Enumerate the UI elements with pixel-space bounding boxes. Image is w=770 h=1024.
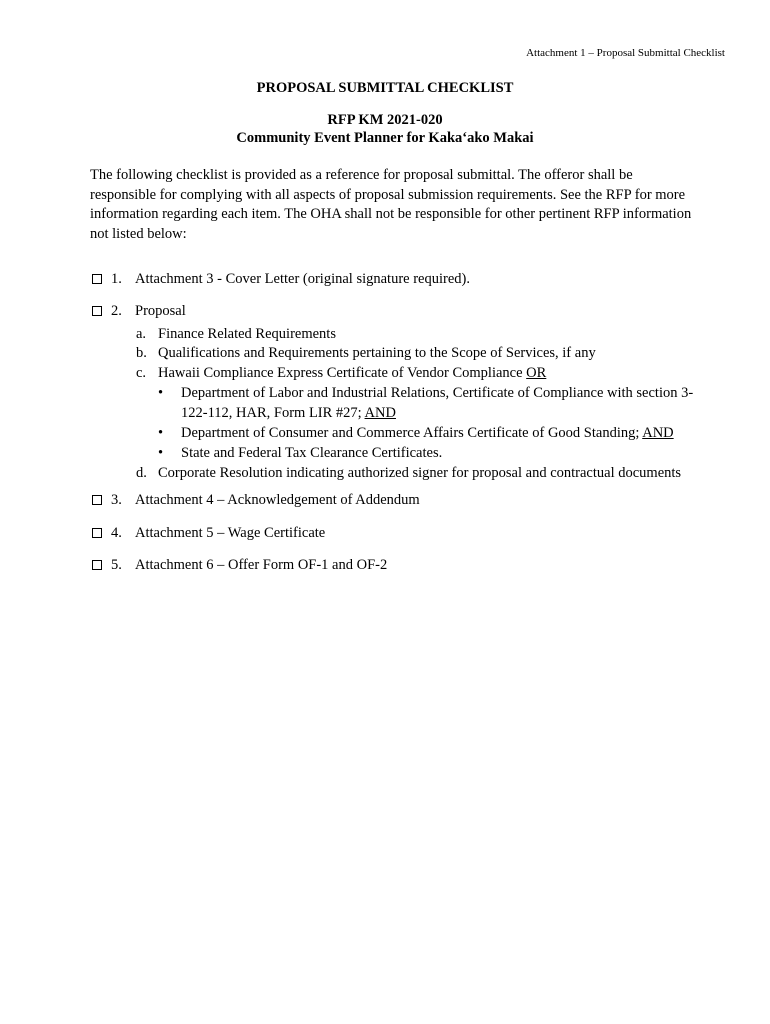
- intro-line: information regarding each item. The OHA shall not be responsible for other pertinent RFP information: [90, 206, 692, 222]
- conjunction-or: OR: [526, 365, 547, 381]
- subitem-letter: b.: [136, 345, 147, 361]
- bullet-good-standing: [158, 424, 674, 444]
- item-text: Proposal: [135, 303, 186, 319]
- checkbox-item-3[interactable]: [92, 495, 102, 505]
- page-title: PROPOSAL SUBMITTAL CHECKLIST: [256, 80, 514, 96]
- item-text: Attachment 5 – Wage Certificate: [135, 525, 326, 541]
- checkbox-item-5[interactable]: [92, 560, 102, 570]
- checkbox-item-2[interactable]: [92, 306, 102, 316]
- bullet-text: 122-112, HAR, Form LIR #27;: [181, 405, 365, 421]
- subitem-letter: c.: [136, 365, 147, 381]
- checklist-item-2: [92, 302, 186, 322]
- bullet-labor-certificate-cont: [181, 404, 396, 424]
- checklist-item-5: [92, 556, 387, 576]
- subitem-d: [136, 464, 681, 484]
- bullet-text: Department of Consumer and Commerce Affairs Certificate of Good Standing;: [181, 425, 643, 441]
- bullet-text: Department of Labor and Industrial Relations, Certificate of Compliance with section 3-: [181, 385, 694, 401]
- bullet-labor-certificate: [158, 384, 693, 404]
- bullet-tax-clearance: [158, 444, 442, 464]
- bullet-icon: •: [158, 385, 164, 401]
- item-text: Attachment 4 – Acknowledgement of Addendum: [135, 492, 420, 508]
- bullet-text: State and Federal Tax Clearance Certificates.: [181, 445, 443, 461]
- checklist-item-4: [92, 524, 325, 544]
- item-number: 5.: [111, 557, 122, 573]
- subitem-text: Corporate Resolution indicating authorized signer for proposal and contractual documents: [158, 465, 682, 481]
- intro-paragraph: [90, 166, 730, 244]
- bullet-icon: •: [158, 445, 164, 461]
- item-number: 2.: [111, 303, 122, 319]
- item-number: 1.: [111, 271, 122, 287]
- checklist-item-3: [92, 491, 420, 511]
- item-number: 3.: [111, 492, 122, 508]
- rfp-number: RFP KM 2021-020: [327, 112, 443, 128]
- title-block: [0, 79, 770, 147]
- conjunction-and: AND: [642, 425, 674, 441]
- checkbox-item-4[interactable]: [92, 528, 102, 538]
- item-text: Attachment 6 – Offer Form OF-1 and OF-2: [135, 557, 388, 573]
- intro-line: The following checklist is provided as a reference for proposal submittal. The offeror shall be: [90, 167, 633, 183]
- subitem-text: Hawaii Compliance Express Certificate of Vendor Compliance: [158, 365, 527, 381]
- project-title: Community Event Planner for Kaka‘ako Makai: [236, 130, 534, 146]
- bullet-icon: •: [158, 425, 164, 441]
- intro-line: responsible for complying with all aspects of proposal submission requirements. See the RFP for more: [90, 186, 686, 203]
- running-header: Attachment 1 – Proposal Submittal Checklist: [526, 47, 725, 59]
- subitem-c: [136, 364, 546, 384]
- subitem-letter: d.: [136, 465, 147, 481]
- subitem-letter: a.: [136, 326, 147, 342]
- conjunction-and: AND: [364, 405, 396, 421]
- item-number: 4.: [111, 525, 122, 541]
- subitem-text: Finance Related Requirements: [158, 326, 336, 342]
- checkbox-item-1[interactable]: [92, 274, 102, 284]
- subitem-b: [136, 344, 596, 364]
- checklist-item-1: [92, 270, 470, 290]
- item-text: Attachment 3 - Cover Letter (original signature required).: [135, 271, 470, 287]
- subitem-text: Qualifications and Requirements pertaining to the Scope of Services, if any: [158, 345, 596, 361]
- intro-line: not listed below:: [90, 225, 187, 242]
- subitem-a: [136, 325, 336, 345]
